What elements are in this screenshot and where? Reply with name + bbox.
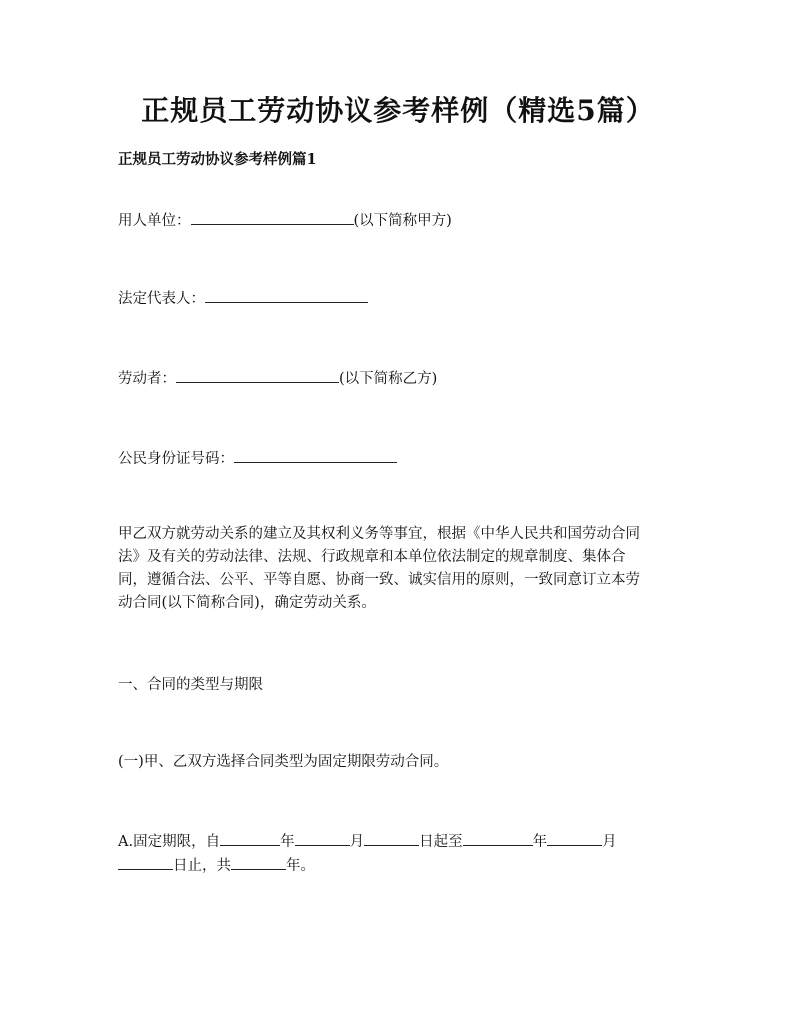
employer-suffix: (以下简称甲方) xyxy=(353,213,452,229)
legal-rep-blank[interactable] xyxy=(205,288,368,303)
heading-contract-type: 一、合同的类型与期限 xyxy=(118,677,263,693)
document-title: 正规员工劳动协议参考样例（精选5篇） xyxy=(141,94,655,127)
end-day-blank[interactable] xyxy=(118,855,173,870)
year-end-label: 年。 xyxy=(286,858,315,874)
intro-line: 甲乙双方就劳动关系的建立及其权利义务等事宜，根据《中华人民共和国劳动合同 xyxy=(118,526,640,542)
worker-blank[interactable] xyxy=(176,368,339,383)
worker-suffix: (以下简称乙方) xyxy=(339,371,438,387)
term-line-2 xyxy=(118,855,315,876)
worker-label: 劳动者： xyxy=(118,371,176,387)
employer-blank[interactable] xyxy=(191,210,354,225)
day-until-label: 日止，共 xyxy=(173,858,231,874)
legal-rep-line xyxy=(118,288,368,309)
term-prefix: A.固定期限，自 xyxy=(118,834,221,850)
intro-line: 法》及有关的劳动法律、法规、行政规章和本单位依法制定的规章制度、集体合 xyxy=(118,549,626,565)
section-title: 正规员工劳动协议参考样例篇1 xyxy=(118,151,317,168)
month-label: 月 xyxy=(602,834,617,850)
start-day-blank[interactable] xyxy=(364,831,419,846)
id-blank[interactable] xyxy=(234,448,397,463)
end-month-blank[interactable] xyxy=(547,831,602,846)
intro-line: 动合同(以下简称合同)，确定劳动关系。 xyxy=(118,595,376,611)
term-line-1 xyxy=(118,831,617,852)
worker-line xyxy=(118,368,437,389)
year-label: 年 xyxy=(280,834,295,850)
end-year-blank[interactable] xyxy=(463,831,533,846)
year-label: 年 xyxy=(532,834,548,850)
employer-label: 用人单位： xyxy=(118,213,191,229)
intro-line: 同，遵循合法、公平、平等自愿、协商一致、诚实信用的原则，一致同意订立本劳 xyxy=(118,572,640,588)
start-month-blank[interactable] xyxy=(295,831,350,846)
clause-fixed-term: (一)甲、乙双方选择合同类型为固定期限劳动合同。 xyxy=(118,754,449,770)
employer-line xyxy=(118,210,452,231)
start-year-blank[interactable] xyxy=(220,831,280,846)
id-line xyxy=(118,448,397,469)
day-from-label: 日起至 xyxy=(419,834,463,850)
intro-paragraph xyxy=(118,523,688,615)
id-label: 公民身份证号码： xyxy=(118,451,234,467)
legal-rep-label: 法定代表人： xyxy=(118,291,205,307)
total-years-blank[interactable] xyxy=(231,855,286,870)
month-label: 月 xyxy=(349,834,365,850)
